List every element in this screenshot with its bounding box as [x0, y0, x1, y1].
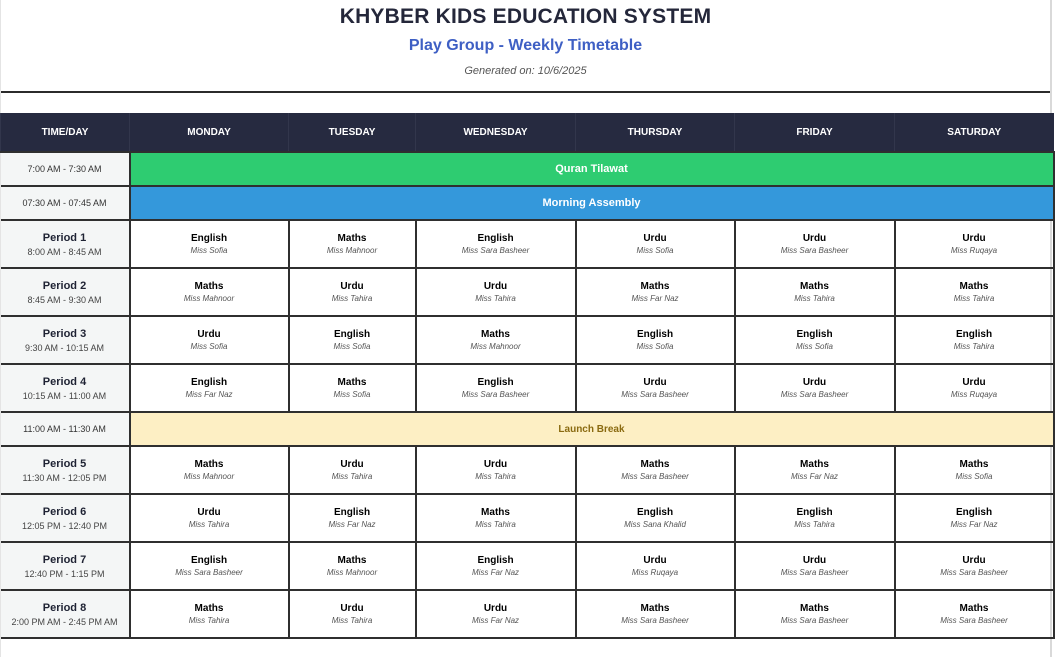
subject: Urdu — [962, 233, 986, 244]
class-cell — [735, 268, 895, 316]
class-cell — [289, 494, 416, 542]
subject: Maths — [959, 281, 989, 292]
teacher: Miss Sofia — [636, 342, 674, 351]
class-cell — [735, 364, 895, 412]
period-row — [1, 364, 1054, 412]
subject: Urdu — [962, 377, 986, 388]
class-cell — [576, 494, 735, 542]
assembly-row — [1, 186, 1054, 220]
class-cell — [130, 316, 289, 364]
col-header-thursday: THURSDAY — [576, 113, 735, 152]
period-row — [1, 494, 1054, 542]
teacher: Miss Tahira — [331, 472, 373, 481]
period-name: Period 1 — [42, 231, 87, 244]
teacher: Miss Sara Basheer — [461, 390, 530, 399]
teacher: Miss Sana Khalid — [624, 520, 686, 529]
period-name: Period 4 — [42, 375, 87, 388]
timetable-subtitle: Play Group - Weekly Timetable — [408, 37, 643, 54]
class-cell — [576, 316, 735, 364]
subject: Urdu — [197, 507, 221, 518]
class-cell — [735, 316, 895, 364]
teacher: Miss Sara Basheer — [175, 568, 243, 577]
col-header-friday: FRIDAY — [735, 113, 895, 152]
class-cell — [576, 542, 735, 590]
teacher: Miss Far Naz — [328, 520, 376, 529]
teacher: Miss Sara Basheer — [780, 568, 849, 577]
teacher: Miss Mahnoor — [326, 568, 378, 577]
class-cell — [289, 316, 416, 364]
teacher: Miss Sara Basheer — [461, 246, 530, 255]
subject: English — [636, 329, 674, 340]
class-cell — [895, 364, 1054, 412]
subject: Urdu — [340, 459, 364, 470]
quran-band: Quran Tilawat — [130, 152, 1054, 186]
class-cell — [289, 268, 416, 316]
subject: Maths — [800, 603, 829, 614]
period-row — [1, 446, 1054, 494]
period-time: 12:40 PM - 1:15 PM — [24, 568, 105, 579]
class-cell — [416, 542, 576, 590]
teacher: Miss Far Naz — [471, 568, 520, 577]
teacher: Miss Sara Basheer — [621, 390, 689, 399]
subject: Urdu — [483, 281, 508, 292]
teacher: Miss Sofia — [190, 342, 228, 351]
time-cell: 07:30 AM - 07:45 AM — [1, 186, 130, 220]
period-name: Period 8 — [42, 601, 87, 614]
page-header — [1, 0, 1050, 93]
period-name: Period 5 — [42, 457, 87, 470]
teacher: Miss Ruqaya — [631, 568, 679, 577]
generated-date: Generated on: 10/6/2025 — [464, 65, 587, 77]
class-cell — [416, 494, 576, 542]
subject: English — [190, 233, 228, 244]
break-row — [1, 412, 1054, 446]
class-cell — [130, 220, 289, 268]
class-cell — [895, 542, 1054, 590]
subject: Urdu — [962, 555, 986, 566]
teacher: Miss Tahira — [188, 616, 230, 625]
subject: Urdu — [643, 555, 667, 566]
period-time-cell — [1, 364, 130, 412]
subject: Urdu — [483, 459, 508, 470]
class-cell — [416, 268, 576, 316]
class-cell — [735, 542, 895, 590]
class-cell — [289, 364, 416, 412]
period-time-cell — [1, 446, 130, 494]
period-time-cell — [1, 220, 130, 268]
class-cell — [416, 446, 576, 494]
period-time-cell — [1, 268, 130, 316]
class-cell — [735, 494, 895, 542]
subject: English — [333, 329, 371, 340]
subject: Maths — [800, 459, 829, 470]
class-cell — [130, 494, 289, 542]
time-cell: 11:00 AM - 11:30 AM — [1, 412, 130, 446]
subject: English — [796, 329, 833, 340]
teacher: Miss Far Naz — [950, 520, 998, 529]
period-time: 10:15 AM - 11:00 AM — [22, 390, 107, 401]
subject: English — [477, 555, 514, 566]
period-time: 9:30 AM - 10:15 AM — [24, 342, 105, 353]
class-cell — [735, 446, 895, 494]
period-time-cell — [1, 316, 130, 364]
teacher: Miss Sara Basheer — [621, 616, 689, 625]
class-cell — [416, 364, 576, 412]
subject: Maths — [194, 281, 224, 292]
period-row — [1, 542, 1054, 590]
subject: Maths — [800, 281, 829, 292]
class-cell — [130, 268, 289, 316]
quran-row — [1, 152, 1054, 186]
teacher: Miss Sara Basheer — [780, 390, 849, 399]
period-time: 12:05 PM - 12:40 PM — [21, 520, 108, 531]
teacher: Miss Sofia — [636, 246, 674, 255]
class-cell — [895, 316, 1054, 364]
class-cell — [576, 220, 735, 268]
subject: Urdu — [802, 377, 827, 388]
subject: Maths — [481, 329, 510, 340]
subject: Urdu — [643, 233, 667, 244]
subject: English — [477, 233, 514, 244]
class-cell — [289, 220, 416, 268]
period-row — [1, 590, 1054, 638]
class-cell — [895, 446, 1054, 494]
teacher: Miss Sofia — [796, 342, 833, 351]
period-time-cell — [1, 590, 130, 638]
period-row — [1, 316, 1054, 364]
subject: Maths — [959, 459, 989, 470]
subject: Maths — [337, 555, 367, 566]
class-cell — [289, 542, 416, 590]
timetable — [0, 113, 1055, 639]
subject: English — [477, 377, 514, 388]
teacher: Miss Sara Basheer — [940, 568, 1008, 577]
school-title: KHYBER KIDS EDUCATION SYSTEM — [339, 5, 712, 28]
subject: Maths — [481, 507, 510, 518]
class-cell — [895, 494, 1054, 542]
header-row — [1, 113, 1054, 152]
period-time-cell — [1, 542, 130, 590]
teacher: Miss Tahira — [794, 520, 835, 529]
class-cell — [895, 590, 1054, 638]
class-cell — [735, 220, 895, 268]
assembly-band: Morning Assembly — [130, 186, 1054, 220]
teacher: Miss Sara Basheer — [780, 616, 849, 625]
class-cell — [735, 590, 895, 638]
teacher: Miss Sara Basheer — [621, 472, 689, 481]
subject: Maths — [959, 603, 989, 614]
subject: Urdu — [340, 281, 364, 292]
subject: Maths — [194, 459, 224, 470]
period-time: 11:30 AM - 12:05 PM — [22, 472, 107, 483]
teacher: Miss Tahira — [794, 294, 835, 303]
subject: Maths — [640, 459, 670, 470]
subject: Maths — [337, 377, 367, 388]
subject: English — [796, 507, 833, 518]
teacher: Miss Mahnoor — [183, 294, 235, 303]
class-cell — [895, 268, 1054, 316]
class-cell — [416, 316, 576, 364]
subject: Maths — [194, 603, 224, 614]
teacher: Miss Far Naz — [185, 390, 233, 399]
class-cell — [130, 590, 289, 638]
teacher: Miss Sofia — [190, 246, 228, 255]
col-header-time: TIME/DAY — [1, 113, 130, 152]
subject: English — [636, 507, 674, 518]
class-cell — [576, 590, 735, 638]
teacher: Miss Ruqaya — [950, 390, 998, 399]
col-header-wednesday: WEDNESDAY — [416, 113, 576, 152]
teacher: Miss Mahnoor — [183, 472, 235, 481]
period-name: Period 7 — [42, 553, 87, 566]
subject: English — [190, 377, 228, 388]
class-cell — [289, 446, 416, 494]
teacher: Miss Far Naz — [631, 294, 679, 303]
teacher: Miss Sofia — [955, 472, 993, 481]
period-name: Period 3 — [42, 327, 87, 340]
teacher: Miss Sofia — [333, 390, 371, 399]
period-row — [1, 268, 1054, 316]
period-time-cell — [1, 494, 130, 542]
class-cell — [895, 220, 1054, 268]
subject: Urdu — [340, 603, 364, 614]
class-cell — [130, 364, 289, 412]
teacher: Miss Tahira — [331, 294, 373, 303]
col-header-saturday: SATURDAY — [895, 113, 1054, 152]
col-header-monday: MONDAY — [130, 113, 289, 152]
teacher: Miss Tahira — [188, 520, 230, 529]
teacher: Miss Sara Basheer — [940, 616, 1008, 625]
teacher: Miss Ruqaya — [950, 246, 998, 255]
class-cell — [416, 590, 576, 638]
teacher: Miss Sara Basheer — [780, 246, 849, 255]
teacher: Miss Tahira — [475, 472, 516, 481]
time-cell: 7:00 AM - 7:30 AM — [1, 152, 130, 186]
subject: Maths — [337, 233, 367, 244]
subject: English — [333, 507, 371, 518]
class-cell — [576, 364, 735, 412]
class-cell — [576, 446, 735, 494]
subject: Urdu — [197, 329, 221, 340]
teacher: Miss Tahira — [953, 342, 995, 351]
class-cell — [416, 220, 576, 268]
subject: Urdu — [643, 377, 667, 388]
teacher: Miss Mahnoor — [326, 246, 378, 255]
teacher: Miss Tahira — [475, 520, 516, 529]
class-cell — [576, 268, 735, 316]
teacher: Miss Mahnoor — [470, 342, 521, 351]
subject: Maths — [640, 603, 670, 614]
teacher: Miss Tahira — [475, 294, 516, 303]
teacher: Miss Far Naz — [471, 616, 520, 625]
subject: Urdu — [483, 603, 508, 614]
class-cell — [130, 542, 289, 590]
period-row — [1, 220, 1054, 268]
teacher: Miss Sofia — [333, 342, 371, 351]
subject: Urdu — [802, 555, 827, 566]
subject: Maths — [640, 281, 670, 292]
subject: English — [190, 555, 228, 566]
teacher: Miss Tahira — [331, 616, 373, 625]
teacher: Miss Tahira — [953, 294, 995, 303]
period-name: Period 2 — [42, 279, 87, 292]
period-name: Period 6 — [42, 505, 87, 518]
break-band: Launch Break — [130, 412, 1054, 446]
period-time: 2:00 PM AM - 2:45 PM AM — [11, 616, 118, 627]
teacher: Miss Far Naz — [790, 472, 839, 481]
subject: English — [955, 329, 993, 340]
subject: Urdu — [802, 233, 827, 244]
col-header-tuesday: TUESDAY — [289, 113, 416, 152]
class-cell — [289, 590, 416, 638]
period-time: 8:00 AM - 8:45 AM — [27, 246, 102, 257]
subject: English — [955, 507, 993, 518]
class-cell — [130, 446, 289, 494]
period-time: 8:45 AM - 9:30 AM — [27, 294, 102, 305]
